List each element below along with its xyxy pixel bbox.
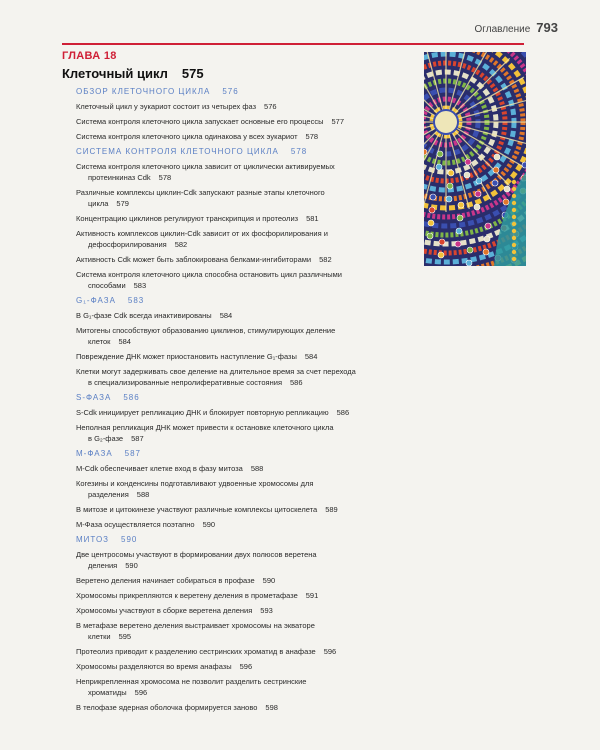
entry-line-continued	[76, 239, 368, 250]
entry-line	[76, 605, 368, 616]
entry-page: 598	[265, 703, 278, 712]
entry-line	[76, 478, 368, 489]
entry-title: M-Cdk обеспечивает клетке вход в фазу митоза	[76, 464, 243, 473]
entry-title: Неприкрепленная хромосома не позволит разделить сестринские	[76, 677, 307, 686]
entry-page: 588	[250, 464, 264, 473]
chapter-page: 575	[181, 66, 204, 81]
section-page: 590	[121, 535, 138, 544]
entry-page: 584	[118, 337, 131, 346]
entry-line	[76, 519, 368, 530]
section-heading[interactable]	[76, 392, 368, 403]
entry-title: Две центросомы участвуют в формировании двух полюсов веретена	[76, 550, 317, 559]
entry-line-continued	[76, 198, 368, 209]
toc-entry[interactable]	[76, 366, 368, 388]
toc-entry[interactable]	[76, 131, 368, 142]
entry-page: 581	[306, 214, 319, 223]
entry-page: 584	[219, 311, 233, 320]
entry-line-continued	[76, 489, 368, 500]
toc-entry[interactable]	[76, 646, 368, 657]
entry-line	[76, 676, 368, 687]
entry-line	[76, 269, 368, 280]
entry-line	[76, 101, 368, 112]
table-of-contents	[76, 84, 368, 717]
entry-title-continued: дефосфорилирования	[88, 240, 167, 249]
entry-line-continued	[76, 336, 368, 347]
entry-page: 596	[239, 662, 253, 671]
entry-title: Клеточный цикл у эукариот состоит из четырех фаз	[76, 102, 257, 111]
entry-title: Активность комплексов циклин-Cdk зависит от их фосфорилирования и	[76, 229, 328, 238]
section-heading[interactable]	[76, 448, 368, 459]
entry-page: 583	[133, 281, 147, 290]
toc-entry[interactable]	[76, 463, 368, 474]
toc-entry[interactable]	[76, 620, 368, 642]
entry-line	[76, 407, 368, 418]
entry-title-continued: деления	[88, 561, 118, 570]
entry-title: Веретено деления начинает собираться в профазе	[76, 576, 255, 585]
entry-page: 590	[125, 561, 138, 570]
toc-entry[interactable]	[76, 187, 368, 209]
toc-entry[interactable]	[76, 605, 368, 616]
entry-title: Неполная репликация ДНК может привести к остановке клеточного цикла	[76, 423, 334, 432]
section-heading[interactable]	[76, 86, 368, 97]
chapter-label: ГЛАВА 18	[62, 50, 117, 62]
section-heading[interactable]	[76, 146, 368, 157]
section-page: 576	[222, 87, 239, 96]
entry-title: Хромосомы разделяются во время анафазы	[76, 662, 232, 671]
entry-line	[76, 187, 368, 198]
section-page: 586	[123, 393, 140, 402]
entry-page: 582	[174, 240, 188, 249]
entry-title: Система контроля клеточного цикла способна остановить цикл различными	[76, 270, 342, 279]
entry-line	[76, 325, 368, 336]
entry-line	[76, 310, 368, 321]
entry-page: 595	[118, 632, 132, 641]
chapter-divider	[62, 43, 524, 45]
section-title: М-ФАЗА	[76, 449, 113, 458]
entry-page: 579	[116, 199, 129, 208]
entry-page: 577	[331, 117, 344, 126]
toc-entry[interactable]	[76, 101, 368, 112]
entry-page: 587	[131, 434, 144, 443]
entry-page: 593	[260, 606, 273, 615]
entry-line	[76, 213, 368, 224]
entry-page: 588	[136, 490, 150, 499]
toc-entry[interactable]	[76, 575, 368, 586]
entry-title-continued: разделения	[88, 490, 129, 499]
entry-line	[76, 131, 368, 142]
entry-line-continued	[76, 433, 368, 444]
entry-title-continued: протеинкиназ Cdk	[88, 173, 151, 182]
entry-line-continued	[76, 687, 368, 698]
entry-line	[76, 161, 368, 172]
entry-line	[76, 254, 368, 265]
entry-title: Хромосомы прикрепляются к веретену деления в прометафазе	[76, 591, 298, 600]
entry-title-continued: в специализированные непролиферативные состояния	[88, 378, 283, 387]
entry-page: 589	[325, 505, 338, 514]
chapter-title-text: Клеточный цикл	[62, 66, 168, 81]
entry-page: 590	[202, 520, 216, 529]
entry-line-continued	[76, 280, 368, 291]
entry-title-continued: способами	[88, 281, 126, 290]
entry-title: В телофазе ядерная оболочка формируется заново	[76, 703, 258, 712]
entry-title: В митозе и цитокинезе участвуют различные комплексы цитоскелета	[76, 505, 318, 514]
entry-page: 578	[158, 173, 172, 182]
entry-line	[76, 575, 368, 586]
entry-line-continued	[76, 560, 368, 571]
toc-entry[interactable]	[76, 310, 368, 321]
entry-title: В метафазе веретено деления выстраивает хромосомы на экваторе	[76, 621, 315, 630]
entry-title-continued: клетки	[88, 632, 111, 641]
entry-page: 582	[319, 255, 332, 264]
entry-page: 591	[305, 591, 319, 600]
entry-title: S-Cdk инициирует репликацию ДНК и блокирует повторную репликацию	[76, 408, 329, 417]
entry-line	[76, 504, 368, 515]
section-title: S-ФАЗА	[76, 393, 112, 402]
entry-line	[76, 422, 368, 433]
entry-line	[76, 116, 368, 127]
chapter-title[interactable]	[62, 66, 204, 81]
entry-line-continued	[76, 172, 368, 183]
entry-line-continued	[76, 631, 368, 642]
entry-title: Активность Cdk может быть заблокирована белками-ингибиторами	[76, 255, 312, 264]
toc-entry[interactable]	[76, 407, 368, 418]
entry-title-continued: хроматиды	[88, 688, 127, 697]
entry-line	[76, 702, 368, 713]
toc-entry[interactable]	[76, 161, 368, 183]
entry-title: Повреждение ДНК может приостановить наступление G₁-фазы	[76, 352, 297, 361]
toc-entry[interactable]	[76, 254, 368, 265]
entry-title-continued: цикла	[88, 199, 109, 208]
entry-page: 578	[305, 132, 319, 141]
entry-line	[76, 463, 368, 474]
section-heading[interactable]	[76, 534, 368, 545]
entry-page: 576	[264, 102, 277, 111]
section-page: 587	[124, 449, 142, 458]
section-page: 578	[290, 147, 308, 156]
entry-title: Различные комплексы циклин-Cdk запускают разные этапы клеточного	[76, 188, 325, 197]
entry-title-continued: клеток	[88, 337, 111, 346]
entry-line	[76, 366, 368, 377]
entry-title: Когезины и конденсины подготавливают удвоенные хромосомы для	[76, 479, 314, 488]
toc-entry[interactable]	[76, 661, 368, 672]
entry-line	[76, 351, 368, 362]
toc-entry[interactable]	[76, 213, 368, 224]
entry-page: 590	[262, 576, 276, 585]
entry-title: Клетки могут задерживать свое деление на длительное время за счет перехода	[76, 367, 356, 376]
toc-entry[interactable]	[76, 519, 368, 530]
header-label: Оглавление	[474, 24, 531, 35]
toc-entry[interactable]	[76, 676, 368, 698]
entry-line	[76, 646, 368, 657]
entry-line-continued	[76, 377, 368, 388]
section-heading[interactable]	[76, 295, 368, 306]
toc-entry[interactable]	[76, 228, 368, 250]
entry-title-continued: в G₂-фазе	[88, 434, 124, 443]
entry-title: Система контроля клеточного цикла одинакова у всех эукариот	[76, 132, 298, 141]
section-title: СИСТЕМА КОНТРОЛЯ КЛЕТОЧНОГО ЦИКЛА	[76, 147, 279, 156]
entry-title: Митогены способствуют образованию циклинов, стимулирующих деление	[76, 326, 336, 335]
toc-entry[interactable]	[76, 702, 368, 713]
section-page: 583	[127, 296, 145, 305]
entry-page: 584	[304, 352, 318, 361]
toc-entry[interactable]	[76, 325, 368, 347]
entry-line	[76, 228, 368, 239]
entry-title: Протеолиз приводит к разделению сестринских хроматид в анафазе	[76, 647, 316, 656]
entry-line	[76, 620, 368, 631]
entry-title: Система контроля клеточного цикла зависит от циклически активируемых	[76, 162, 335, 171]
running-header	[475, 20, 558, 35]
entry-page: 596	[323, 647, 337, 656]
entry-title: Концентрацию циклинов регулируют транскрипция и протеолиз	[76, 214, 299, 223]
toc-entry[interactable]	[76, 351, 368, 362]
header-page-number: 793	[536, 20, 558, 35]
entry-title: Система контроля клеточного цикла запускает основные его процессы	[76, 117, 324, 126]
entry-line	[76, 549, 368, 560]
toc-entry[interactable]	[76, 269, 368, 291]
entry-page: 586	[336, 408, 350, 417]
entry-title: В G₁-фазе Cdk всегда инактивированы	[76, 311, 212, 320]
entry-title: М-Фаза осуществляется поэтапно	[76, 520, 195, 529]
toc-entry[interactable]	[76, 478, 368, 500]
section-title: МИТОЗ	[76, 535, 109, 544]
section-title: ОБЗОР КЛЕТОЧНОГО ЦИКЛА	[76, 87, 211, 96]
entry-title: Хромосомы участвуют в сборке веретена деления	[76, 606, 253, 615]
entry-line	[76, 590, 368, 601]
section-title: G₁-ФАЗА	[76, 296, 116, 305]
entry-page: 586	[290, 378, 303, 387]
toc-entry[interactable]	[76, 504, 368, 515]
toc-entry[interactable]	[76, 590, 368, 601]
entry-line	[76, 661, 368, 672]
entry-page: 596	[134, 688, 148, 697]
toc-entry[interactable]	[76, 549, 368, 571]
chapter-illustration	[424, 52, 526, 266]
toc-entry[interactable]	[76, 422, 368, 444]
toc-entry[interactable]	[76, 116, 368, 127]
